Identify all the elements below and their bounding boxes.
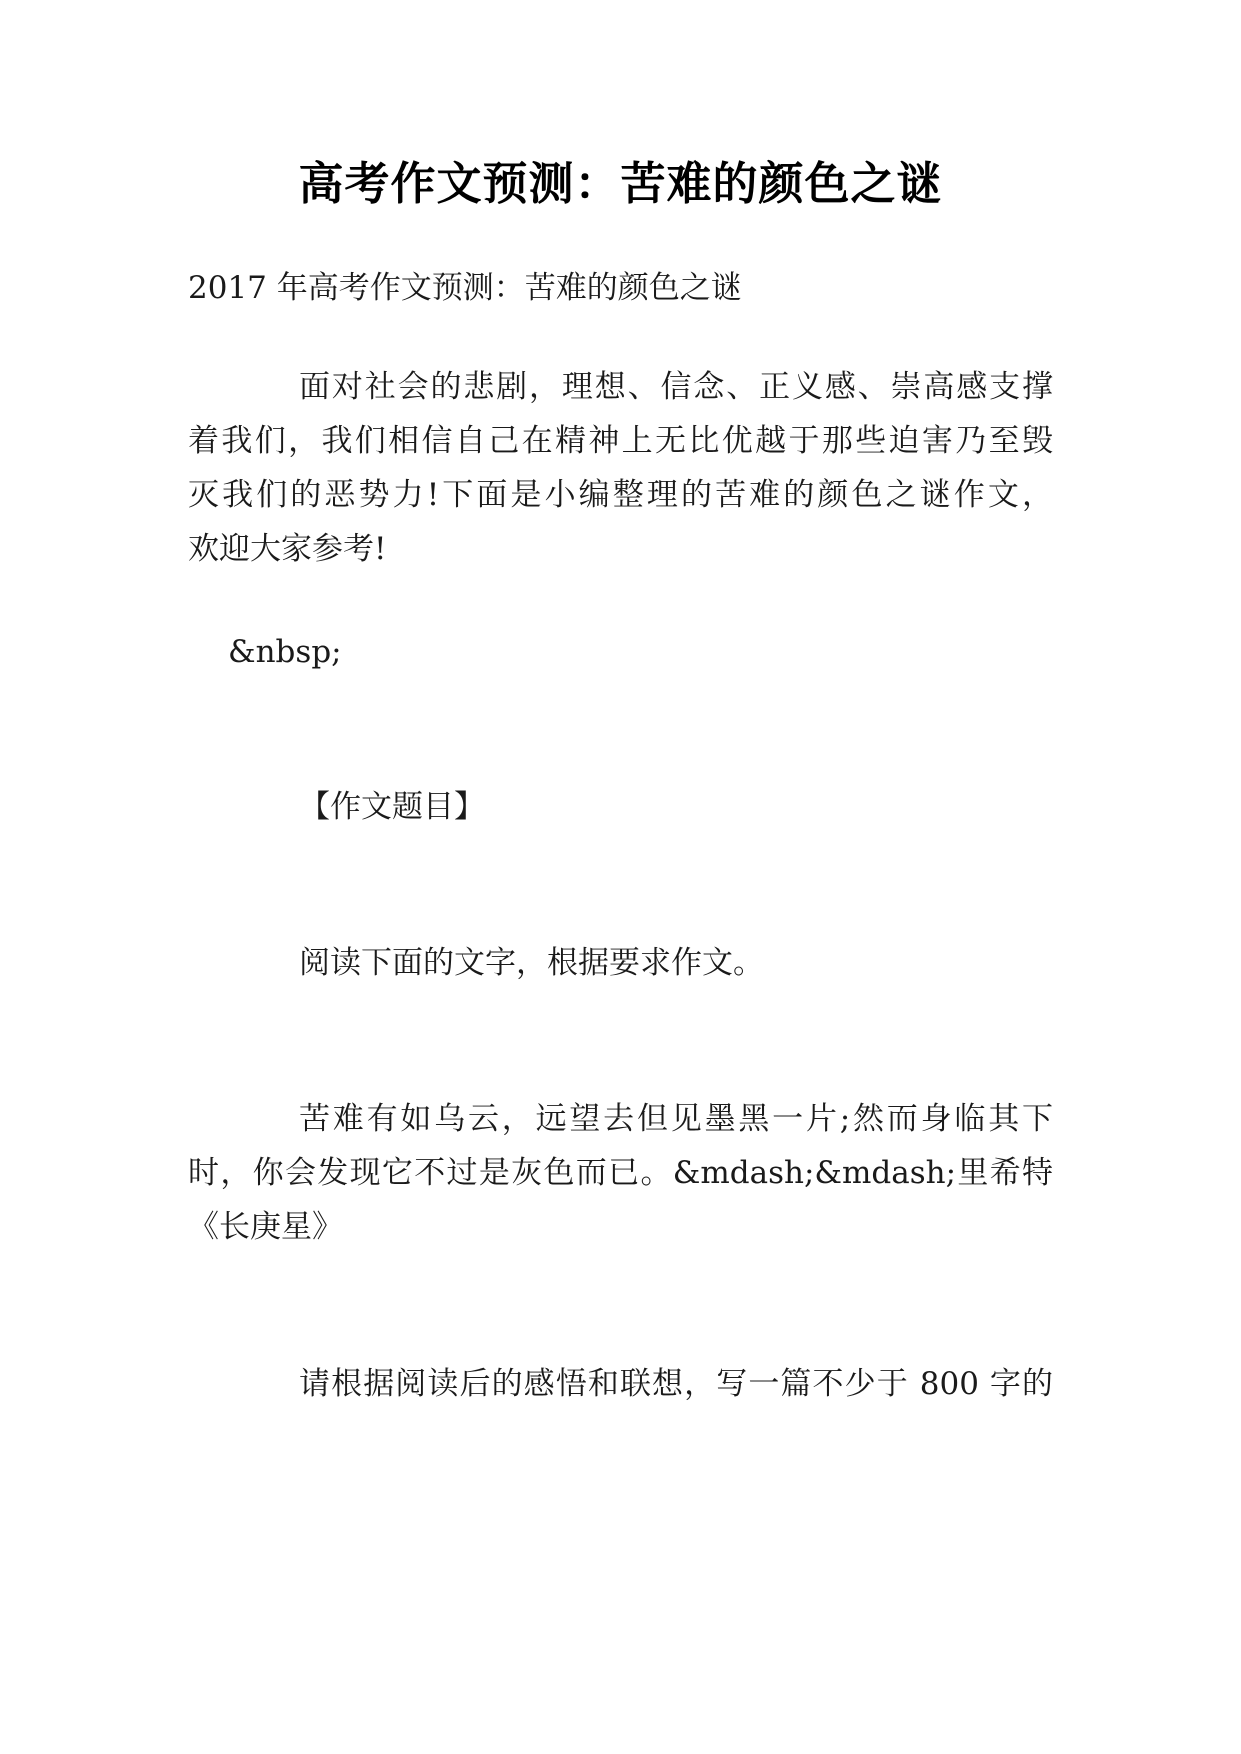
quote-line-3: 《长庚星》 (188, 1209, 343, 1245)
intro-line-1: 面对社会的悲剧，理想、信念、正义感、崇高感支撑 (299, 369, 1053, 405)
document-title: 高考作文预测：苦难的颜色之谜 (298, 157, 943, 210)
section-heading: 【作文题目】 (299, 789, 485, 825)
intro-line-2: 着我们，我们相信自己在精神上无比优越于那些迫害乃至毁 (188, 423, 1053, 459)
instruction-text: 阅读下面的文字，根据要求作文。 (299, 945, 764, 981)
nbsp-text: &nbsp; (228, 634, 342, 670)
intro-line-3: 灭我们的恶势力!下面是小编整理的苦难的颜色之谜作文， (188, 477, 1053, 513)
intro-line-4: 欢迎大家参考! (188, 531, 387, 567)
quote-line-1: 苦难有如乌云，远望去但见墨黑一片;然而身临其下 (299, 1101, 1053, 1137)
quote-line-2: 时，你会发现它不过是灰色而已。&mdash;&mdash;里希特 (188, 1155, 1053, 1191)
document-subtitle: 2017 年高考作文预测：苦难的颜色之谜 (188, 270, 742, 306)
requirement-line: 请根据阅读后的感悟和联想，写一篇不少于 800 字的 (299, 1366, 1053, 1402)
